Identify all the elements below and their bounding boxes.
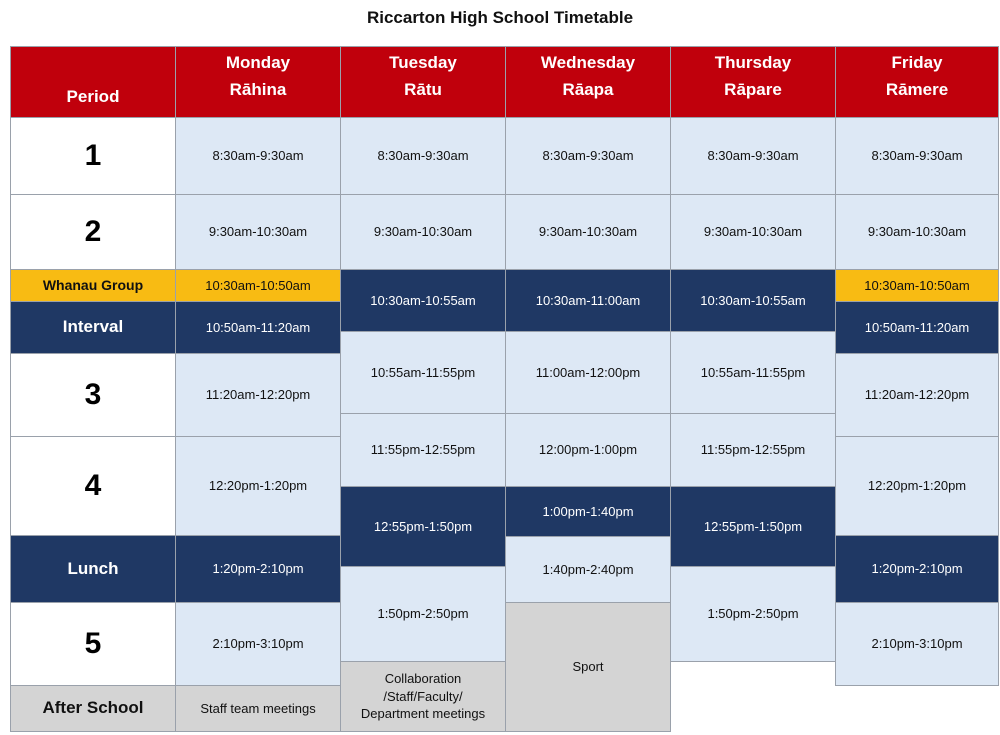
- wednesday-period-4: [505, 413, 671, 487]
- monday-period-3: [175, 353, 341, 437]
- tuesday-period-1: [340, 117, 506, 195]
- header-friday: [835, 46, 999, 118]
- period-interval-label: [10, 301, 176, 354]
- thursday-period-1: [670, 117, 836, 195]
- tuesday-lunch: [340, 486, 506, 567]
- friday-period-1: [835, 117, 999, 195]
- period-label: 5: [84, 626, 102, 660]
- wednesday-lunch: [505, 486, 671, 537]
- time-slot: 10:30am-11:00am: [535, 292, 641, 308]
- header-period: [10, 46, 176, 118]
- time-slot: 11:00am-12:00pm: [535, 364, 641, 380]
- period-4-label: [10, 436, 176, 536]
- period-1-label: [10, 117, 176, 195]
- time-slot: 12:00pm-1:00pm: [538, 442, 638, 458]
- period-label: 1: [84, 138, 102, 172]
- time-slot: 1:50pm-2:50pm: [707, 606, 799, 622]
- day-english-label: Thursday: [714, 53, 792, 72]
- wednesday-interval: [505, 269, 671, 332]
- friday-period-4: [835, 436, 999, 536]
- time-slot: Staff team meetings: [200, 700, 316, 716]
- time-slot: Collaboration /Staff/Faculty/ Department meetings: [360, 671, 486, 722]
- thursday-interval: [670, 269, 836, 332]
- thursday-period-5: [670, 566, 836, 662]
- time-slot: 9:30am-10:30am: [703, 224, 803, 240]
- tuesday-period-5: [340, 566, 506, 662]
- time-slot: 8:30am-9:30am: [871, 148, 963, 164]
- time-slot: 1:50pm-2:50pm: [377, 606, 469, 622]
- period-label: After School: [42, 698, 144, 718]
- time-slot: 11:20am-12:20pm: [205, 387, 311, 403]
- time-slot: 10:30am-10:55am: [370, 292, 476, 308]
- wednesday-sport: [505, 602, 671, 732]
- period-label: 3: [84, 377, 102, 411]
- friday-period-5: [835, 602, 999, 686]
- time-slot: 10:50am-11:20am: [864, 319, 970, 335]
- time-slot: Sport: [572, 659, 604, 675]
- header-tuesday: [340, 46, 506, 118]
- period-label: Lunch: [67, 558, 119, 578]
- period-5-label: [10, 602, 176, 686]
- day-maori-label: Rātu: [404, 79, 442, 99]
- day-maori-label: Rāapa: [562, 79, 614, 99]
- day-english-label: Tuesday: [389, 53, 457, 72]
- friday-period-2: [835, 194, 999, 270]
- period-whanau-label: [10, 269, 176, 302]
- monday-period-1: [175, 117, 341, 195]
- wednesday-period-2: [505, 194, 671, 270]
- time-slot: 12:55pm-1:50pm: [703, 518, 803, 534]
- time-slot: 8:30am-9:30am: [707, 148, 799, 164]
- friday-lunch: [835, 535, 999, 603]
- time-slot: 10:30am-10:50am: [864, 277, 970, 293]
- period-lunch-label: [10, 535, 176, 603]
- period-label: 2: [84, 214, 102, 248]
- period-label: Whanau Group: [42, 277, 144, 294]
- time-slot: 9:30am-10:30am: [867, 224, 967, 240]
- time-slot: 9:30am-10:30am: [208, 224, 308, 240]
- header-monday: [175, 46, 341, 118]
- time-slot: 8:30am-9:30am: [212, 148, 304, 164]
- friday-whanau: [835, 269, 999, 302]
- time-slot: 1:20pm-2:10pm: [871, 561, 963, 577]
- time-slot: 10:50am-11:20am: [205, 319, 311, 335]
- time-slot: 12:20pm-1:20pm: [208, 478, 308, 494]
- day-maori-label: Rāhina: [229, 79, 287, 99]
- period-3-label: [10, 353, 176, 437]
- friday-interval: [835, 301, 999, 354]
- period-2-label: [10, 194, 176, 270]
- day-maori-label: Rāpare: [724, 79, 782, 99]
- period-label: 4: [84, 468, 102, 502]
- day-english-label: Wednesday: [540, 53, 636, 72]
- time-slot: 1:00pm-1:40pm: [542, 503, 634, 519]
- day-maori-label: Rāmere: [885, 79, 949, 99]
- wednesday-period-3: [505, 331, 671, 414]
- header-thursday: [670, 46, 836, 118]
- time-slot: 11:20am-12:20pm: [864, 387, 970, 403]
- tuesday-period-2: [340, 194, 506, 270]
- time-slot: 11:55pm-12:55pm: [700, 442, 806, 458]
- tuesday-period-4: [340, 413, 506, 487]
- time-slot: 12:20pm-1:20pm: [867, 478, 967, 494]
- monday-period-2: [175, 194, 341, 270]
- time-slot: 10:55am-11:55pm: [370, 364, 476, 380]
- friday-period-3: [835, 353, 999, 437]
- tuesday-interval: [340, 269, 506, 332]
- page-title: Riccarton High School Timetable: [366, 8, 634, 27]
- thursday-period-2: [670, 194, 836, 270]
- time-slot: 12:55pm-1:50pm: [373, 518, 473, 534]
- thursday-period-3: [670, 331, 836, 414]
- tuesday-period-3: [340, 331, 506, 414]
- monday-after-school: [175, 685, 341, 732]
- monday-period-4: [175, 436, 341, 536]
- monday-period-5: [175, 602, 341, 686]
- thursday-period-4: [670, 413, 836, 487]
- time-slot: 10:30am-10:55am: [700, 292, 806, 308]
- time-slot: 2:10pm-3:10pm: [871, 636, 963, 652]
- monday-interval: [175, 301, 341, 354]
- time-slot: 2:10pm-3:10pm: [212, 636, 304, 652]
- monday-lunch: [175, 535, 341, 603]
- time-slot: 9:30am-10:30am: [373, 224, 473, 240]
- tuesday-after-school: [340, 661, 506, 732]
- day-english-label: Friday: [891, 53, 943, 72]
- wednesday-period-1: [505, 117, 671, 195]
- day-english-label: Monday: [225, 53, 291, 72]
- time-slot: 9:30am-10:30am: [538, 224, 638, 240]
- header-period-label: Period: [66, 87, 120, 107]
- thursday-lunch: [670, 486, 836, 567]
- time-slot: 10:30am-10:50am: [205, 277, 311, 293]
- time-slot: 8:30am-9:30am: [377, 148, 469, 164]
- time-slot: 1:20pm-2:10pm: [212, 561, 304, 577]
- header-wednesday: [505, 46, 671, 118]
- period-label: Interval: [62, 317, 124, 337]
- time-slot: 10:55am-11:55pm: [700, 364, 806, 380]
- wednesday-period-5: [505, 536, 671, 603]
- time-slot: 1:40pm-2:40pm: [542, 561, 634, 577]
- time-slot: 8:30am-9:30am: [542, 148, 634, 164]
- time-slot: 11:55pm-12:55pm: [370, 442, 476, 458]
- monday-whanau: [175, 269, 341, 302]
- period-after-school-label: [10, 685, 176, 732]
